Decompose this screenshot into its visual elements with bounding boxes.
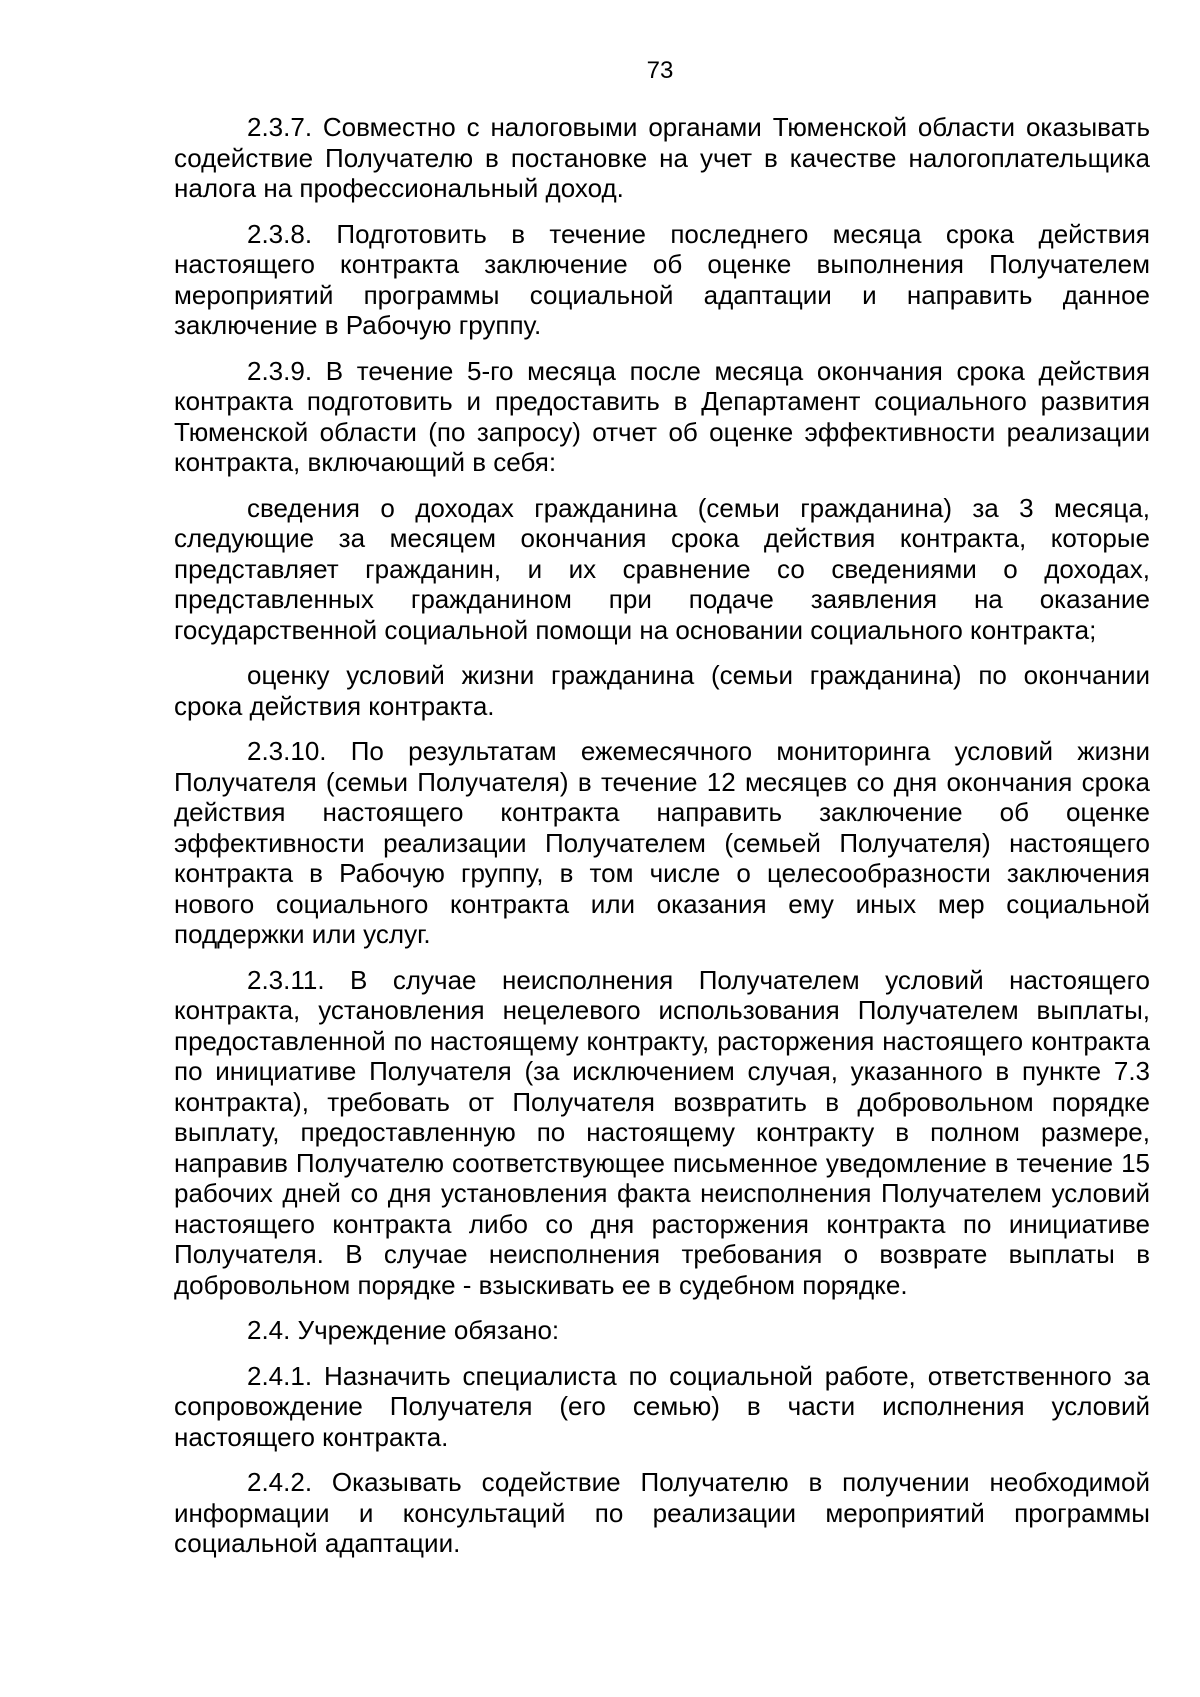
paragraph-living-conditions: оценку условий жизни гражданина (семьи гражданина) по окончании срока действия контракта. bbox=[174, 660, 1150, 721]
paragraph-income-info: сведения о доходах гражданина (семьи гражданина) за 3 месяца, следующие за месяцем окончания срока действия контракта, которые представляет гражданин, и их сравнение со сведениями о доходах, представленных гражданином при подаче заявления на оказание государственной социальной помощи на основании социального контракта; bbox=[174, 492, 1150, 645]
paragraph-2-4: 2.4. Учреждение обязано: bbox=[247, 1315, 560, 1345]
paragraph-2-4-2: 2.4.2. Оказывать содействие Получателю в получении необходимой информации и консультаций по реализации мероприятий программы социальной адаптации. bbox=[174, 1467, 1150, 1558]
paragraph-2-4-1: 2.4.1. Назначить специалиста по социальной работе, ответственного за сопровождение Получателя (его семью) в части исполнения условий настоящего контракта. bbox=[174, 1360, 1150, 1452]
paragraph-2-3-8: 2.3.8. Подготовить в течение последнего месяца срока действия настоящего контракта заключение об оценке выполнения Получателем мероприятий программы социальной адаптации и направить данное заключение в Рабочую группу. bbox=[174, 218, 1150, 340]
paragraph-2-3-11: 2.3.11. В случае неисполнения Получателем условий настоящего контракта, установления нецелевого использования Получателем выплаты, предоставленной по настоящему контракту, расторжения настоящего контракта по инициативе Получателя (за исключением случая, указанного в пункте 7.3 контракта), требовать от Получателя возвратить в добровольном порядке выплату, предоставленную по настоящему контракту в полном размере, направив Получателю соответствующее письменное уведомление в течение 15 рабочих дней со дня установления факта неисполнения Получателем условий настоящего контракта либо со дня расторжения контракта по инициативе Получателя. В случае неисполнения требования о возврате выплаты в добровольном порядке - взыскивать ее в судебном порядке. bbox=[174, 964, 1150, 1300]
document-body bbox=[174, 112, 1150, 1574]
paragraph-2-3-10: 2.3.10. По результатам ежемесячного мониторинга условий жизни Получателя (семьи Получателя) в течение 12 месяцев со дня окончания срока действия настоящего контракта направить заключение об оценке эффективности реализации Получателем (семьей Получателя) настоящего контракта в Рабочую группу, в том числе о целесообразности заключения нового социального контракта или оказания ему иных мер социальной поддержки или услуг. bbox=[174, 736, 1150, 949]
paragraph-2-3-9: 2.3.9. В течение 5-го месяца после месяца окончания срока действия контракта подготовить и предоставить в Департамент социального развития Тюменской области (по запросу) отчет об оценке эффективности реализации контракта, включающий в себя: bbox=[174, 355, 1150, 477]
page-number: 73 bbox=[646, 57, 674, 84]
paragraph-2-3-7: 2.3.7. Совместно с налоговыми органами Тюменской области оказывать содействие Получателю в постановке на учет в качестве налогоплательщика налога на профессиональный доход. bbox=[174, 112, 1150, 203]
